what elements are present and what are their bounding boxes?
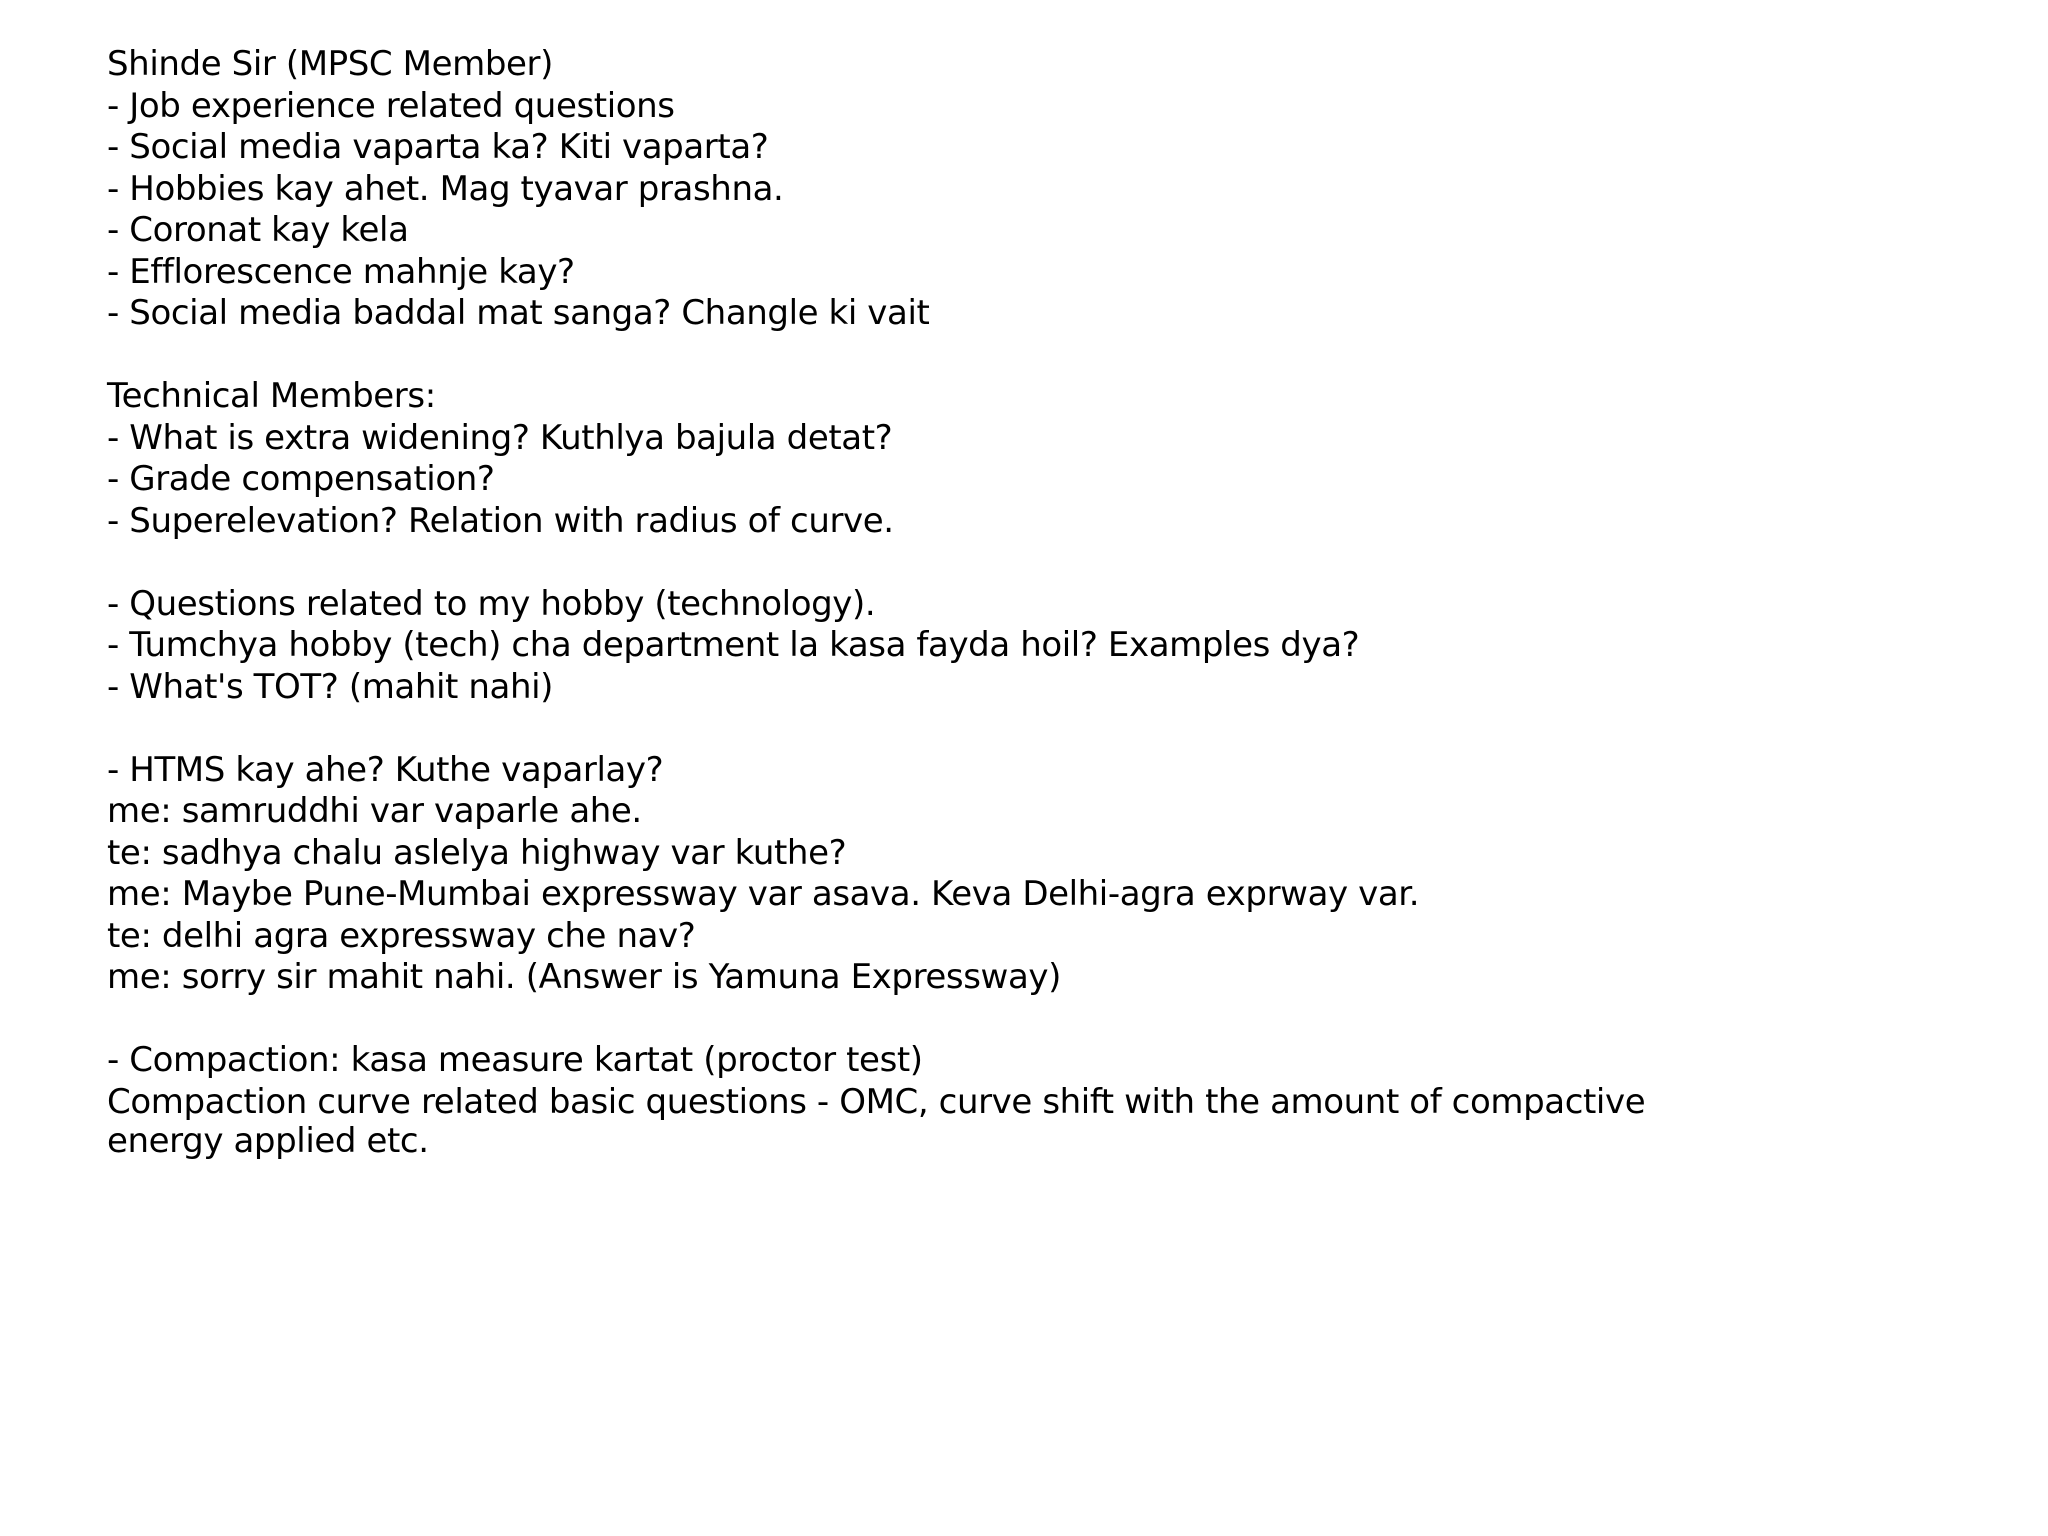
note-line: - Job experience related questions	[107, 85, 675, 126]
note-line: - Social media baddal mat sanga? Changle ki vait	[107, 293, 930, 333]
note-line: - Social media vaparta ka? Kiti vaparta?	[107, 127, 769, 167]
note-line: - What is extra widening? Kuthlya bajula detat?	[107, 417, 893, 458]
note-line: Compaction curve related basic questions - OMC, curve shift with the amount of compactive	[107, 1081, 1646, 1122]
note-line: - Compaction: kasa measure kartat (proctor test)	[107, 1040, 923, 1080]
document-page	[107, 44, 2007, 1160]
note-line: - Efflorescence mahnje kay?	[107, 251, 575, 292]
section-compaction	[107, 1040, 2007, 1160]
note-line: - Hobbies kay ahet. Mag tyavar prashna.	[107, 168, 784, 209]
paragraph-gap	[107, 708, 2007, 750]
note-line: - Superelevation? Relation with radius of curve.	[107, 500, 894, 541]
paragraph-gap	[107, 999, 2007, 1041]
dialogue-line: me: samruddhi var vaparle ahe.	[107, 791, 642, 831]
section-hobby-questions	[107, 584, 2007, 709]
note-line: - Coronat kay kela	[107, 210, 409, 250]
note-line: - Questions related to my hobby (technology).	[107, 583, 876, 624]
note-line: energy applied etc.	[107, 1120, 429, 1161]
note-line: - Grade compensation?	[107, 459, 495, 499]
section-heading: Shinde Sir (MPSC Member)	[107, 44, 553, 84]
note-line: - What's TOT? (mahit nahi)	[107, 666, 554, 707]
note-line: - Tumchya hobby (tech) cha department la kasa fayda hoil? Examples dya?	[107, 625, 1360, 665]
note-line: - HTMS kay ahe? Kuthe vaparlay?	[107, 749, 664, 790]
paragraph-gap	[107, 335, 2007, 377]
paragraph-gap	[107, 542, 2007, 584]
dialogue-line: te: delhi agra expressway che nav?	[107, 915, 696, 956]
dialogue-line: me: Maybe Pune-Mumbai expressway var asava. Keva Delhi-agra exprway var.	[107, 874, 1420, 914]
dialogue-line: te: sadhya chalu aslelya highway var kuthe?	[107, 832, 847, 873]
section-htms-dialogue	[107, 750, 2007, 999]
section-heading: Technical Members:	[107, 376, 436, 416]
section-mpsc-member	[107, 44, 2007, 335]
dialogue-line: me: sorry sir mahit nahi. (Answer is Yamuna Expressway)	[107, 957, 1061, 997]
section-technical-members	[107, 376, 2007, 542]
